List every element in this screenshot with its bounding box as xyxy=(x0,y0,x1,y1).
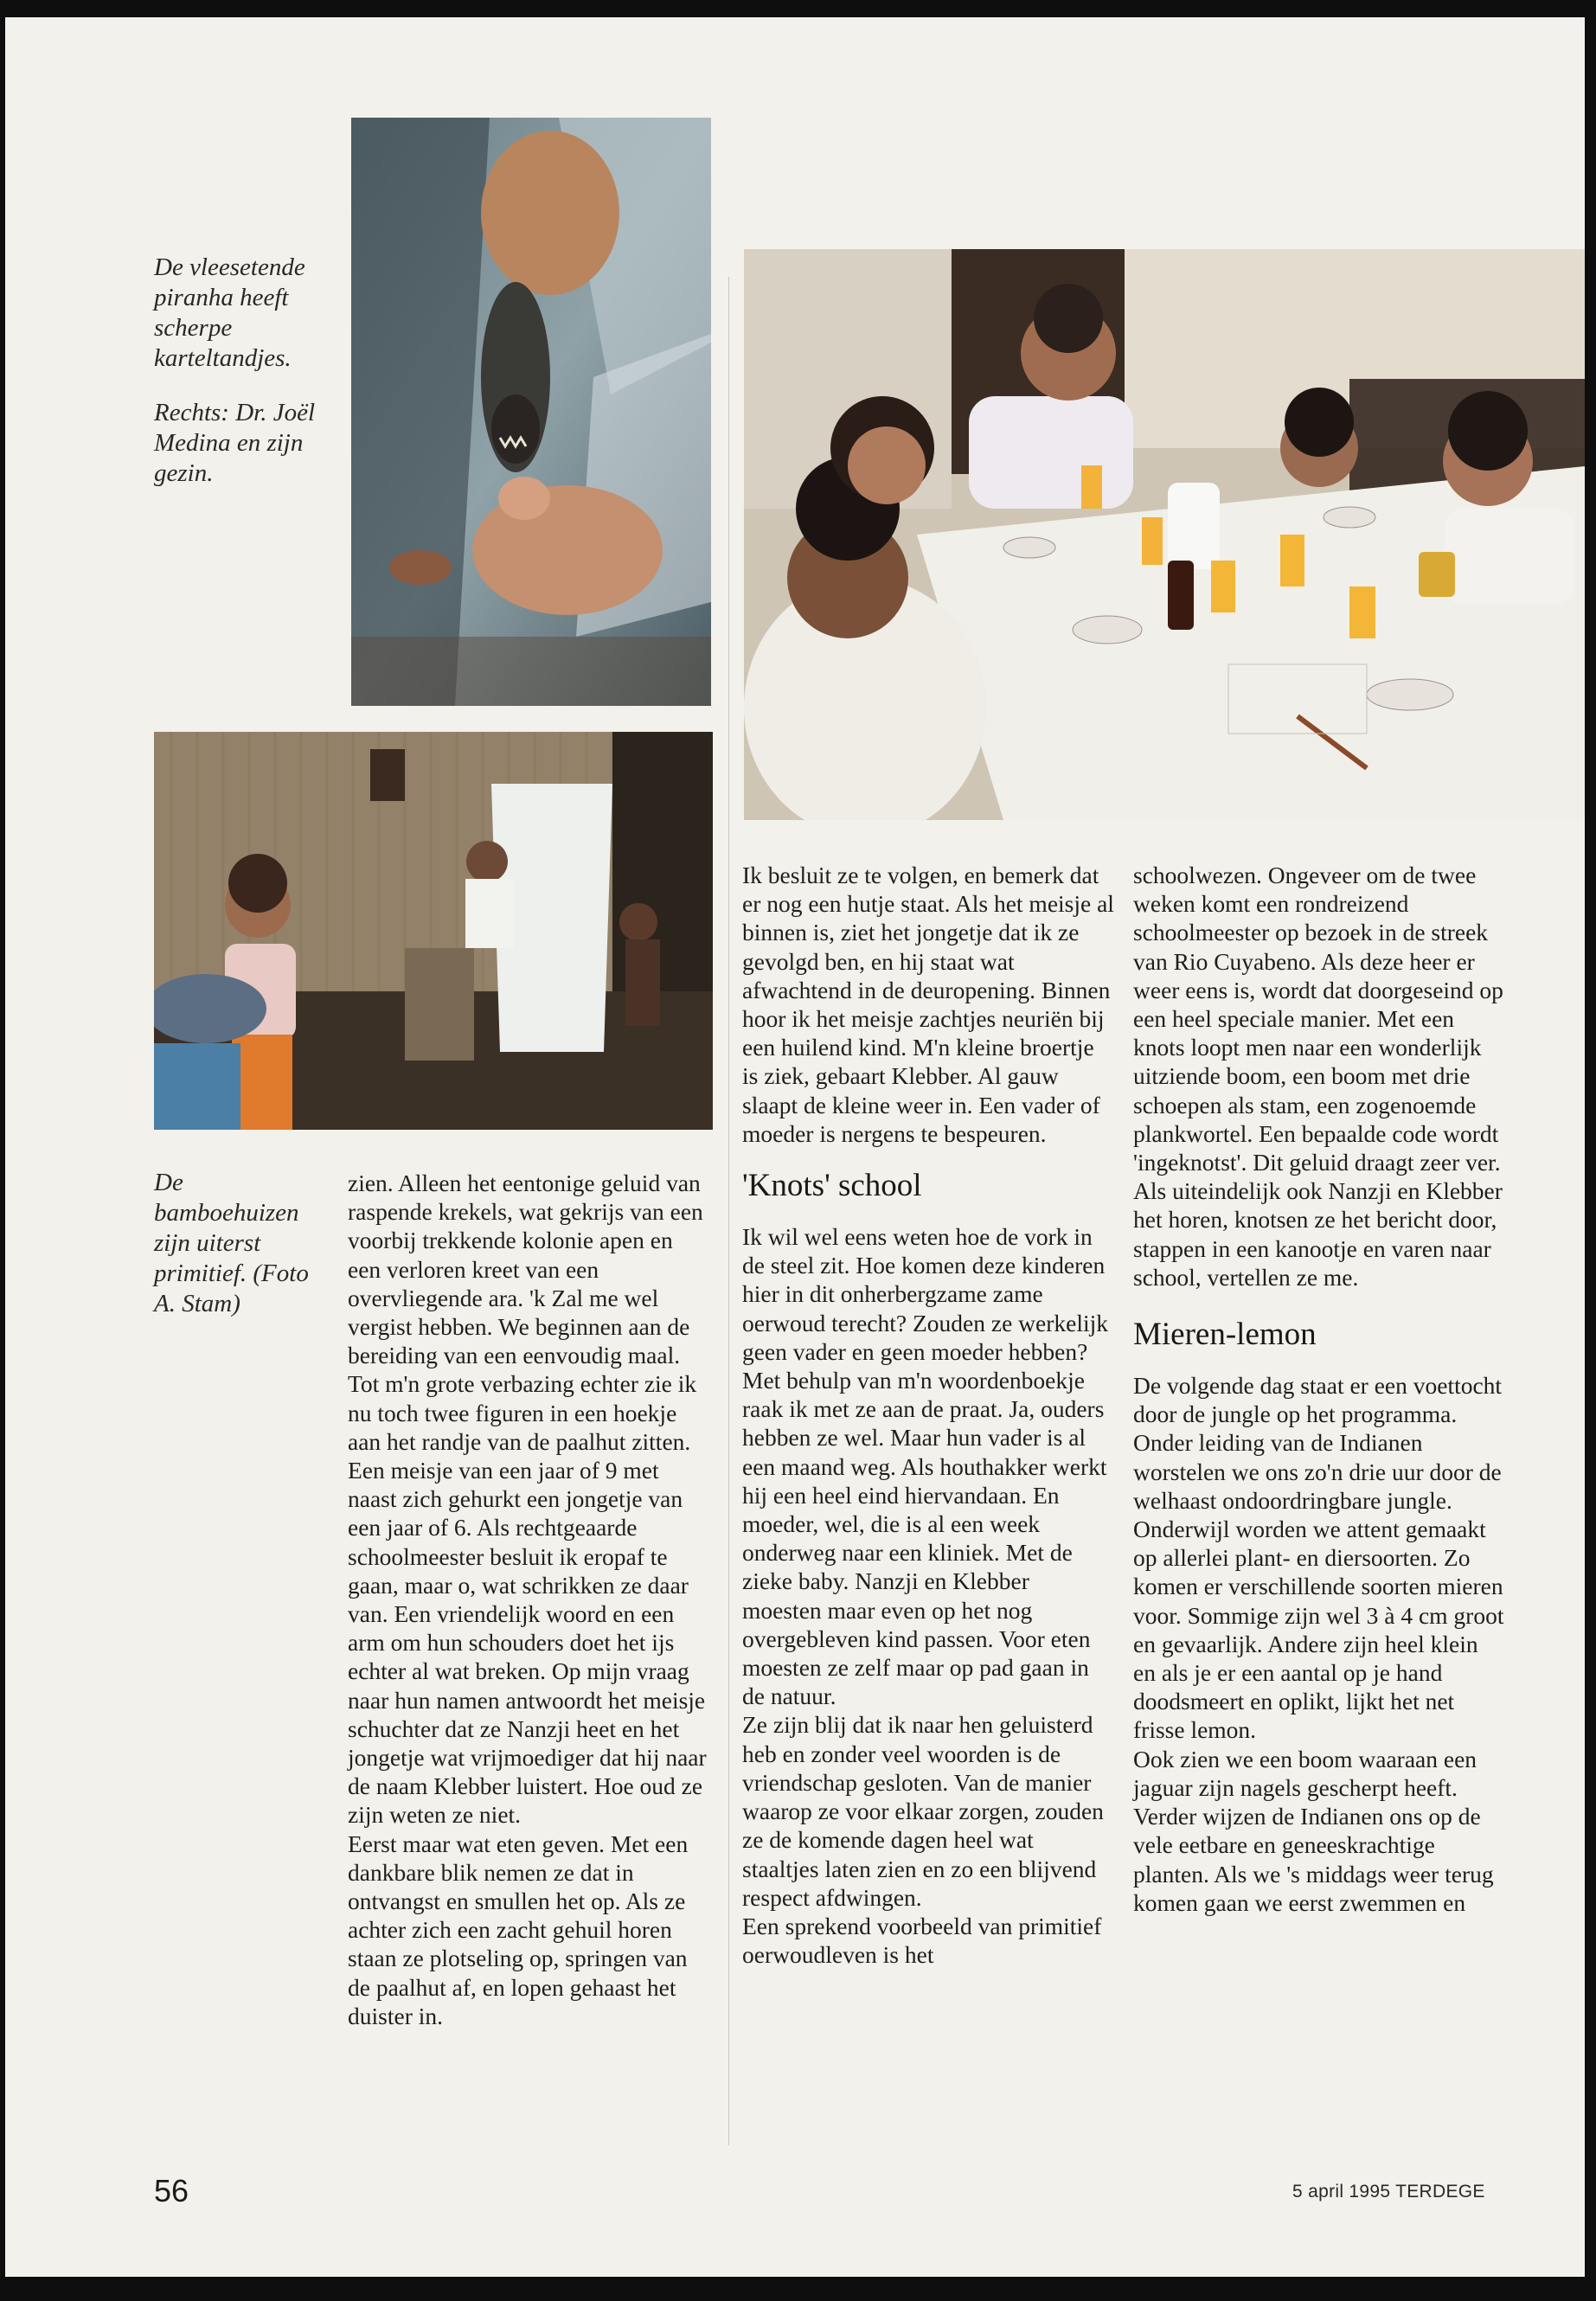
paragraph: Ze zijn blij dat ik naar hen geluisterd heb en zonder veel woorden is de vriendschap gesloten. Van de manier waarop ze voor elkaar zorgen, zouden ze de komende dagen heel wat staaltjes laten zien en zo een blijvend respect afdwingen. xyxy=(742,1711,1104,1911)
paragraph: Eerst maar wat eten geven. Met een dankbare blik nemen ze dat in ontvangst en smullen het op. Als ze achter zich een zacht gehuil horen staan ze plotseling op, springen van de paalhut af, en lopen gehaast het duister in. xyxy=(348,1830,689,2029)
section-heading-mieren-lemon: Mieren-lemon xyxy=(1133,1317,1317,1353)
article-column-3 xyxy=(1133,861,1505,1917)
issue-footer: 5 april 1995 TERDEGE xyxy=(1292,2182,1485,2202)
family-photo-graphic xyxy=(744,249,1585,820)
piranha-photo-graphic xyxy=(351,118,711,706)
photo-family-breakfast xyxy=(744,249,1585,820)
caption-bamboo-houses xyxy=(154,1168,327,1343)
bamboo-photo-graphic xyxy=(154,732,713,1130)
paragraph: De volgende dag staat er een voettocht door de jungle op het programma. Onder leiding van de Indianen worstelen we ons zo'n drie uur door de welhaast ondoordringbare jungle. Onderwijl worden we attent gemaakt op allerlei plant- en diersoorten. Zo komen er verschillende soorten mieren voor. Sommige zijn wel 3 à 4 cm groot en gevaarlijk. Andere zijn heel klein en als je er een aantal op je hand doodsmeert en oplikt, lijkt het net frisse lemon. xyxy=(1133,1372,1504,1744)
paragraph: zien. Alleen het eentonige geluid van raspende krekels, wat gekrijs van een voorbij trekkende kolonie apen en een verloren kreet van een overvliegende ara. 'k Zal me wel vergist hebben. We beginnen aan de bereiding van een eenvoudig maal. Tot m'n grote verbazing echter zie ik nu toch twee figuren in een hoekje aan het randje van de paalhut zitten. Een meisje van een jaar of 9 met naast zich gehurkt een jongetje van een jaar of 6. Als rechtgeaarde schoolmeester besluit ik eropaf te gaan, maar o, wat schrikken ze daar van. Een vriendelijk woord en een arm om hun schouders doet het ijs echter al wat breken. Op mijn vraag naar hun namen antwoordt het meisje schuchter dat ze Nanzji heet en het jongetje wat vrijmoediger dat hij naar de naam Klebber luistert. Hoe oud ze zijn weten ze niet. xyxy=(348,1170,707,1829)
paragraph: Ik besluit ze te volgen, en bemerk dat er nog een hutje staat. Als het meisje al binnen is, ziet het jongetje dat ik ze gevolgd ben, en hij staat wat afwachtend in de deuropening. Binnen hoor ik het meisje zachtjes neuriën bij een huilend kind. M'n kleine broertje is ziek, gebaart Klebber. Al gauw slaapt de kleine weer in. Een vader of moeder is nergens te bespeuren. xyxy=(742,862,1114,1147)
photo-captions-top xyxy=(154,253,336,513)
photo-piranha xyxy=(351,118,711,706)
caption-piranha: De vleesetende piranha heeft scherpe karteltandjes. xyxy=(154,253,305,372)
paragraph: Ik wil wel eens weten hoe de vork in de steel zit. Hoe komen deze kinderen hier in dit onherbergzame zame oerwoud terecht? Zouden ze werkelijk geen vader en geen moeder hebben? Met behulp van m'n woordenboekje raak ik met ze aan de praat. Ja, ouders hebben ze wel. Maar hun vader is al een maand weg. Als houthakker werkt hij een heel eind hiervandaan. En moeder, wel, die is al een week onderweg naar een kliniek. Met de zieke baby. Nanzji en Klebber moesten maar even op het nog overgebleven kind passen. Voor eten moesten ze zelf maar op pad gaan in de natuur. xyxy=(742,1223,1109,1710)
page-number: 56 xyxy=(154,2173,189,2208)
article-column-1 xyxy=(348,1169,711,2030)
paragraph: Ook zien we een boom waaraan een jaguar zijn nagels gescherpt heeft. Verder wijzen de Indianen ons op de vele eetbare en geneeskrachtige planten. Als we 's middags weer terug komen gaan we eerst zwemmen en xyxy=(1133,1745,1494,1916)
caption-family: Rechts: Dr. Joël Medina en zijn gezin. xyxy=(154,399,316,487)
photo-bamboo-houses xyxy=(154,732,713,1130)
column-divider xyxy=(728,277,729,2145)
article-column-2 xyxy=(742,861,1114,1969)
paragraph: schoolwezen. Ongeveer om de twee weken komt een rondreizend schoolmeester op bezoek in de streek van Rio Cuyabeno. Als deze heer er weer eens is, wordt dat doorgeseind op een heel speciale manier. Met een knots loopt men naar een wonderlijk uitziende boom, een boom met drie schoepen als stam, een zogenoemde plankwortel. Een bepaalde code wordt 'ingeknotst'. Dit geluid draagt zeer ver. Als uiteindelijk ook Nanzji en Klebber het horen, knotsen ze het bericht door, stappen in een kanootje en varen naar school, vertellen ze me. xyxy=(1133,862,1503,1291)
magazine-page xyxy=(5,17,1585,2277)
paragraph: Een sprekend voorbeeld van primitief oerwoudleven is het xyxy=(742,1912,1102,1969)
caption-bamboo: De bamboehuizen zijn uiterst primitief. (Foto A. Stam) xyxy=(154,1169,309,1317)
section-heading-knots-school: 'Knots' school xyxy=(742,1168,922,1204)
